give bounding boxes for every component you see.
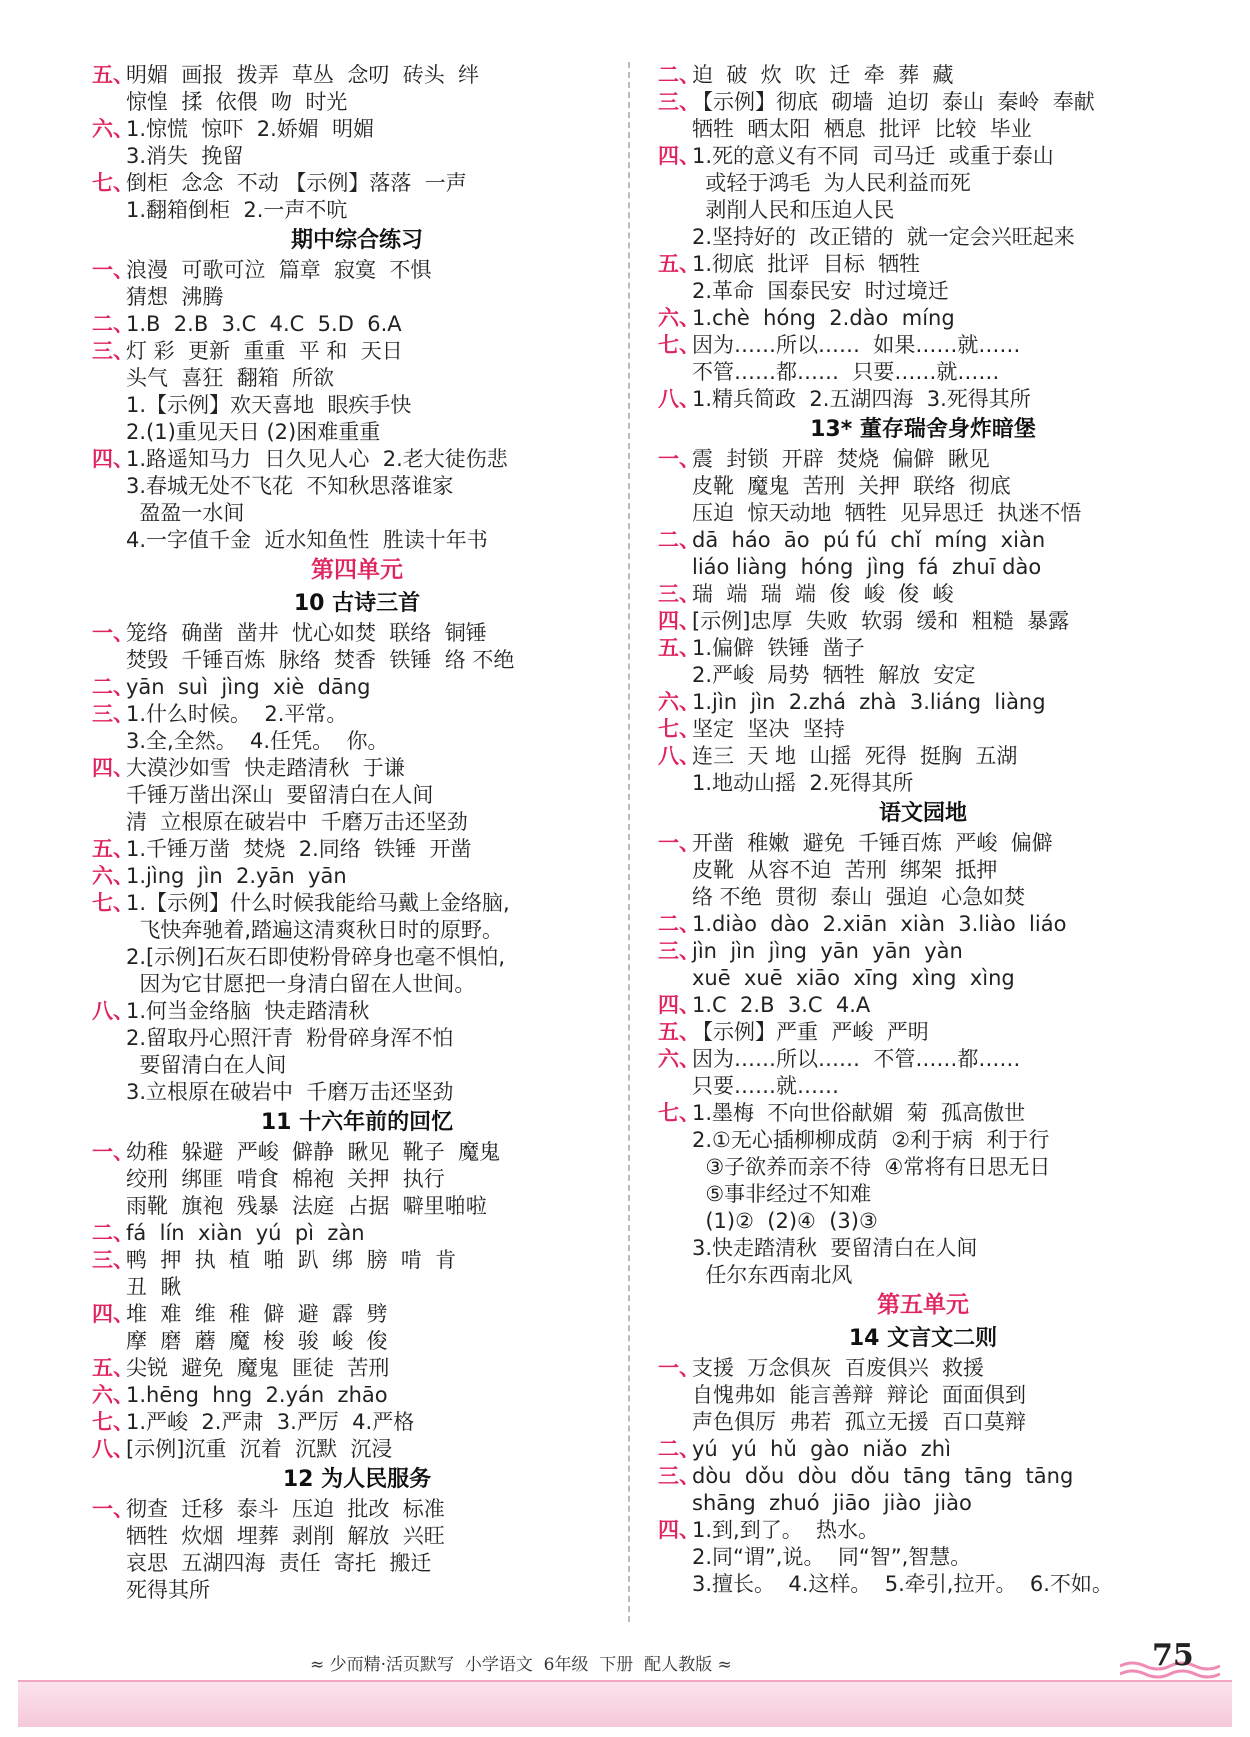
question-number: 四、 (92, 1302, 134, 1326)
answer-line (92, 1220, 622, 1247)
answer-line (92, 365, 622, 392)
answer-text: 千锤万凿出深山 要留清白在人间 (126, 783, 434, 807)
answer-line (658, 1409, 1188, 1436)
question-number: 二、 (658, 528, 700, 552)
answer-text: 4.一字值千金 近水知鱼性 胜读十年书 (126, 528, 488, 552)
question-number: 一、 (658, 1356, 700, 1380)
answer-line (92, 446, 622, 473)
answer-line (658, 143, 1188, 170)
answer-line (658, 446, 1188, 473)
answer-line (92, 647, 622, 674)
question-number: 二、 (92, 675, 134, 699)
answer-text: 1.千锤万凿 焚烧 2.同络 铁锤 开凿 (126, 837, 472, 861)
question-number: 三、 (658, 582, 700, 606)
answer-text: [示例]沉重 沉着 沉默 沉浸 (126, 1437, 393, 1461)
answer-line (658, 830, 1188, 857)
question-number: 六、 (658, 690, 700, 714)
question-number: 五、 (658, 636, 700, 660)
answer-line (92, 1079, 622, 1106)
answer-line (92, 1139, 622, 1166)
answer-text: 2.[示例]石灰石即使粉骨碎身也毫不惧怕, (126, 945, 506, 969)
answer-text: shāng zhuó jiāo jiào jiào (692, 1491, 972, 1515)
answer-text: 惊惶 揉 依偎 吻 时光 (126, 90, 348, 114)
answer-line (92, 419, 622, 446)
answer-text: 哀思 五湖四海 责任 寄托 搬迁 (126, 1551, 432, 1575)
answer-line (658, 1046, 1188, 1073)
answer-line (92, 701, 622, 728)
question-number: 七、 (92, 1410, 134, 1434)
section-heading: 11 十六年前的回忆 (260, 1110, 454, 1135)
answer-text: 倒柜 念念 不动 【示例】落落 一声 (126, 171, 467, 195)
answer-line (92, 782, 622, 809)
answer-text: 1.何当金络脑 快走踏清秋 (126, 999, 370, 1023)
answer-line (92, 836, 622, 863)
question-number: 六、 (658, 306, 700, 330)
answer-text: 大漠沙如雪 快走踏清秋 于谦 (126, 756, 405, 780)
answer-text: jìn jìn jìng yān yān yàn (692, 939, 963, 963)
answer-line (92, 1301, 622, 1328)
answer-line (92, 116, 622, 143)
answer-line (658, 278, 1188, 305)
answer-text: 1.路遥知马力 日久见人心 2.老大徒伤悲 (126, 447, 508, 471)
answer-text: 1.严峻 2.严肃 3.严厉 4.严格 (126, 1410, 415, 1434)
answer-text: 开凿 稚嫩 避免 千锤百炼 严峻 偏僻 (692, 831, 1053, 855)
answer-text: 2.同“谓”,说。 同“智”,智慧。 (692, 1545, 972, 1569)
question-number: 四、 (658, 993, 700, 1017)
section-heading: 13* 董存瑞舍身炸暗堡 (810, 417, 1036, 442)
answer-line (92, 62, 622, 89)
answer-text: 1.jìn jìn 2.zhá zhà 3.liáng liàng (692, 690, 1046, 714)
question-number: 八、 (92, 1437, 134, 1461)
question-number: 三、 (92, 339, 134, 363)
answer-text: 【示例】严重 严峻 严明 (692, 1020, 929, 1044)
answer-text: 笼络 确凿 凿井 忧心如焚 联络 铜锤 (126, 621, 487, 645)
answer-text: 堆 难 维 稚 僻 避 霹 劈 (126, 1302, 388, 1326)
question-number: 三、 (658, 90, 700, 114)
answer-line (92, 998, 622, 1025)
answer-text: yú yú hǔ gào niǎo zhì (692, 1437, 951, 1461)
answer-line (92, 1052, 622, 1079)
answer-text: 3.擅长。 4.这样。 5.牵引,拉开。 6.不如。 (692, 1572, 1113, 1596)
answer-line (658, 1181, 1188, 1208)
answer-text: 盈盈一水间 (126, 501, 245, 525)
answer-line (92, 917, 622, 944)
answer-text: 3.消失 挽留 (126, 144, 244, 168)
answer-text: 明媚 画报 拨弄 草丛 念叨 砖头 绊 (126, 63, 480, 87)
answer-line (92, 1166, 622, 1193)
answer-text: 焚毁 千锤百炼 脉络 焚香 铁锤 络 不绝 (126, 648, 515, 672)
footer-book-info: ≈ 少而精·活页默写 小学语文 6年级 下册 配人教版 ≈ (310, 1655, 732, 1675)
answer-text: 幼稚 躲避 严峻 僻静 瞅见 靴子 魔鬼 (126, 1140, 501, 1164)
question-number: 五、 (658, 1020, 700, 1044)
answer-text: 1.【示例】什么时候我能给马戴上金络脑, (126, 891, 510, 915)
answer-line (658, 1544, 1188, 1571)
answer-line (658, 1154, 1188, 1181)
bottom-pink-band (18, 1680, 1232, 1727)
answer-line (92, 1355, 622, 1382)
answer-line (658, 500, 1188, 527)
question-number: 四、 (658, 144, 700, 168)
answer-text: 压迫 惊天动地 牺牲 见异思迁 执迷不悟 (692, 501, 1082, 525)
answer-line (658, 1073, 1188, 1100)
answer-text: 因为……所以…… 不管……都…… (692, 1047, 1021, 1071)
question-number: 一、 (658, 447, 700, 471)
answer-line (658, 608, 1188, 635)
answer-line (658, 1208, 1188, 1235)
answer-text: 绞刑 绑匪 啃食 棉袍 关押 执行 (126, 1167, 445, 1191)
answer-text: 任尔东西南北风 (692, 1263, 853, 1287)
answer-text: 瑞 端 瑞 端 俊 峻 俊 峻 (692, 582, 954, 606)
answer-text: yān suì jìng xiè dāng (126, 675, 371, 699)
answer-text: 2.(1)重见天日 (2)困难重重 (126, 420, 381, 444)
answer-text: 清 立根原在破岩中 千磨万击还坚劲 (126, 810, 468, 834)
answer-text: 1.到,到了。 热水。 (692, 1518, 880, 1542)
answer-line (658, 1463, 1188, 1490)
question-number: 二、 (658, 63, 700, 87)
question-number: 六、 (92, 117, 134, 141)
page-number: 75 (1152, 1638, 1194, 1673)
answer-line (658, 1571, 1188, 1598)
answer-text: 摩 磨 蘑 魔 梭 骏 峻 俊 (126, 1329, 388, 1353)
answer-line (658, 1019, 1188, 1046)
answer-text: 1.C 2.B 3.C 4.A (692, 993, 871, 1017)
section-heading: 语文园地 (878, 801, 967, 826)
answer-line (658, 1355, 1188, 1382)
answer-text: 1.地动山摇 2.死得其所 (692, 771, 914, 795)
answer-text: liáo liàng hóng jìng fá zhuī dào (692, 555, 1042, 579)
answer-line (658, 1382, 1188, 1409)
answer-line (658, 662, 1188, 689)
answer-line (92, 170, 622, 197)
answer-text: 1.chè hóng 2.dào míng (692, 306, 955, 330)
answer-text: 飞快奔驰着,踏遍这清爽秋日时的原野。 (126, 918, 504, 942)
answer-line (92, 197, 622, 224)
answer-text: 丑 瞅 (126, 1275, 182, 1299)
answer-text: 彻查 迁移 泰斗 压迫 批改 标准 (126, 1497, 445, 1521)
question-number: 六、 (92, 864, 134, 888)
answer-line (92, 1193, 622, 1220)
answer-text: fá lín xiàn yú pì zàn (126, 1221, 365, 1245)
question-number: 七、 (92, 891, 134, 915)
answer-text: 1.精兵简政 2.五湖四海 3.死得其所 (692, 387, 1031, 411)
answer-text: 要留清白在人间 (126, 1053, 287, 1077)
answer-text: dā háo āo pú fú chǐ míng xiàn (692, 528, 1046, 552)
question-number: 二、 (92, 1221, 134, 1245)
question-number: 三、 (92, 702, 134, 726)
answer-text: dòu dǒu dòu dǒu tāng tāng tāng (692, 1464, 1074, 1488)
answer-line (658, 581, 1188, 608)
right-column (658, 62, 1188, 1598)
answer-line (658, 527, 1188, 554)
answer-line (658, 743, 1188, 770)
answer-line (658, 473, 1188, 500)
answer-line (658, 116, 1188, 143)
answer-line (92, 338, 622, 365)
question-number: 六、 (658, 1047, 700, 1071)
answer-line (92, 1436, 622, 1463)
answer-line (658, 359, 1188, 386)
section-heading: 期中综合练习 (290, 228, 423, 253)
answer-line (92, 1523, 622, 1550)
answer-line (658, 332, 1188, 359)
answer-text: 声色俱厉 弗若 孤立无援 百口莫辩 (692, 1410, 1027, 1434)
answer-line (92, 500, 622, 527)
answer-text: 因为……所以…… 如果……就…… (692, 333, 1021, 357)
question-number: 八、 (658, 387, 700, 411)
answer-text: 1.惊慌 惊吓 2.娇媚 明媚 (126, 117, 375, 141)
question-number: 六、 (92, 1383, 134, 1407)
question-number: 三、 (658, 939, 700, 963)
question-number: 二、 (658, 1437, 700, 1461)
answer-line (658, 224, 1188, 251)
answer-text: 1.【示例】欢天喜地 眼疾手快 (126, 393, 412, 417)
question-number: 三、 (658, 1464, 700, 1488)
answer-line (92, 1274, 622, 1301)
answer-line (92, 890, 622, 917)
answer-text: 2.①无心插柳柳成荫 ②利于病 利于行 (692, 1128, 1050, 1152)
answer-text: 雨靴 旗袍 残暴 法庭 占据 噼里啪啦 (126, 1194, 487, 1218)
answer-text: [示例]忠厚 失败 软弱 缓和 粗糙 暴露 (692, 609, 1070, 633)
answer-line (658, 197, 1188, 224)
answer-line (658, 1436, 1188, 1463)
question-number: 三、 (92, 1248, 134, 1272)
answer-line (92, 1577, 622, 1604)
answer-text: 自愧弗如 能言善辩 辩论 面面俱到 (692, 1383, 1027, 1407)
answer-line (92, 89, 622, 116)
unit-heading: 第四单元 (311, 557, 403, 583)
answer-line (92, 527, 622, 554)
answer-text: 牺牲 晒太阳 栖息 批评 比较 毕业 (692, 117, 1032, 141)
answer-text: 或轻于鸿毛 为人民利益而死 (692, 171, 971, 195)
answer-line (92, 755, 622, 782)
question-number: 一、 (92, 1140, 134, 1164)
answer-line (658, 386, 1188, 413)
answer-line (658, 170, 1188, 197)
answer-line (92, 620, 622, 647)
answer-line (658, 689, 1188, 716)
question-number: 七、 (92, 171, 134, 195)
question-number: 五、 (92, 63, 134, 87)
answer-text: 牺牲 炊烟 埋葬 剥削 解放 兴旺 (126, 1524, 445, 1548)
answer-line (658, 911, 1188, 938)
answer-text: (1)② (2)④ (3)③ (692, 1209, 878, 1233)
answer-line (92, 1496, 622, 1523)
answer-line (658, 89, 1188, 116)
question-number: 一、 (92, 621, 134, 645)
answer-text: ③子欲养而亲不待 ④常将有日思无日 (692, 1155, 1051, 1179)
answer-line (92, 1409, 622, 1436)
answer-line (658, 1127, 1188, 1154)
question-number: 五、 (658, 252, 700, 276)
question-number: 七、 (658, 717, 700, 741)
answer-text: 不管……都…… 只要……就…… (692, 360, 1000, 384)
question-number: 五、 (92, 1356, 134, 1380)
answer-text: 2.坚持好的 改正错的 就一定会兴旺起来 (692, 225, 1075, 249)
answer-text: 剥削人民和压迫人民 (692, 198, 895, 222)
answer-line (658, 251, 1188, 278)
question-number: 四、 (92, 756, 134, 780)
answer-text: 1.翻箱倒柜 2.一声不吭 (126, 198, 348, 222)
answer-line (92, 311, 622, 338)
answer-line (92, 1550, 622, 1577)
answer-line (92, 971, 622, 998)
answer-line (658, 1517, 1188, 1544)
answer-text: 2.革命 国泰民安 时过境迁 (692, 279, 949, 303)
section-heading: 10 古诗三首 (293, 591, 421, 616)
answer-text: 皮靴 魔鬼 苦刑 关押 联络 彻底 (692, 474, 1011, 498)
answer-text: 头气 喜狂 翻箱 所欲 (126, 366, 335, 390)
answer-line (92, 284, 622, 311)
answer-line (658, 305, 1188, 332)
left-column (92, 62, 622, 1604)
answer-line (658, 884, 1188, 911)
answer-line (658, 992, 1188, 1019)
answer-line (658, 1235, 1188, 1262)
question-number: 七、 (658, 333, 700, 357)
answer-text: 猜想 沸腾 (126, 285, 224, 309)
question-number: 八、 (658, 744, 700, 768)
answer-line (658, 1490, 1188, 1517)
answer-text: 死得其所 (126, 1578, 210, 1602)
question-number: 一、 (658, 831, 700, 855)
answer-text: 1.B 2.B 3.C 4.C 5.D 6.A (126, 312, 402, 336)
section-heading: 12 为人民服务 (282, 1467, 432, 1492)
answer-text: 3.快走踏清秋 要留清白在人间 (692, 1236, 978, 1260)
answer-text: 络 不绝 贯彻 泰山 强迫 心急如焚 (692, 885, 1026, 909)
answer-line (658, 965, 1188, 992)
answer-text: 3.春城无处不飞花 不知秋思落谁家 (126, 474, 454, 498)
answer-text: 灯 彩 更新 重重 平 和 天日 (126, 339, 403, 363)
answer-line (658, 1100, 1188, 1127)
answer-text: 3.立根原在破岩中 千磨万击还坚劲 (126, 1080, 454, 1104)
answer-line (658, 635, 1188, 662)
question-number: 七、 (658, 1101, 700, 1125)
answer-text: 皮靴 从容不迫 苦刑 绑架 抵押 (692, 858, 998, 882)
answer-line (658, 1262, 1188, 1289)
answer-line (92, 1247, 622, 1274)
answer-line (92, 674, 622, 701)
answer-line (658, 770, 1188, 797)
answer-text: 1.彻底 批评 目标 牺牲 (692, 252, 921, 276)
answer-text: 2.留取丹心照汗青 粉骨碎身浑不怕 (126, 1026, 454, 1050)
answer-line (92, 257, 622, 284)
question-number: 四、 (658, 1518, 700, 1542)
answer-text: 1.墨梅 不向世俗献媚 菊 孤高傲世 (692, 1101, 1026, 1125)
answer-text: 2.严峻 局势 牺牲 解放 安定 (692, 663, 976, 687)
unit-heading: 第五单元 (877, 1292, 969, 1318)
answer-text: 1.hēng hng 2.yán zhāo (126, 1383, 388, 1407)
answer-text: ⑤事非经过不知难 (692, 1182, 872, 1206)
answer-line (92, 392, 622, 419)
answer-text: 坚定 坚决 坚持 (692, 717, 845, 741)
answer-text: 1.偏僻 铁锤 凿子 (692, 636, 865, 660)
answer-text: 只要……就…… (692, 1074, 839, 1098)
answer-line (92, 944, 622, 971)
answer-line (658, 857, 1188, 884)
question-number: 二、 (92, 312, 134, 336)
question-number: 四、 (92, 447, 134, 471)
answer-text: xuē xuē xiāo xīng xìng xìng (692, 966, 1015, 990)
answer-text: 迫 破 炊 吹 迁 牵 葬 藏 (692, 63, 954, 87)
section-heading: 14 文言文二则 (848, 1326, 998, 1351)
column-divider (628, 62, 630, 1622)
answer-line (92, 863, 622, 890)
answer-text: 连三 天 地 山摇 死得 挺胸 五湖 (692, 744, 1018, 768)
answer-line (658, 62, 1188, 89)
answer-text: 因为它甘愿把一身清白留在人世间。 (126, 972, 476, 996)
answer-text: 支援 万念俱灰 百废俱兴 救援 (692, 1356, 985, 1380)
answer-line (658, 938, 1188, 965)
question-number: 一、 (92, 258, 134, 282)
answer-text: 1.jìng jìn 2.yān yān (126, 864, 347, 888)
question-number: 四、 (658, 609, 700, 633)
question-number: 八、 (92, 999, 134, 1023)
answer-line (658, 716, 1188, 743)
question-number: 五、 (92, 837, 134, 861)
answer-text: 尖锐 避免 魔鬼 匪徒 苦刑 (126, 1356, 390, 1380)
answer-line (92, 1382, 622, 1409)
answer-line (92, 1025, 622, 1052)
question-number: 二、 (658, 912, 700, 936)
answer-text: 3.全,全然。 4.任凭。 你。 (126, 729, 389, 753)
answer-line (92, 809, 622, 836)
answer-line (658, 554, 1188, 581)
answer-line (92, 1328, 622, 1355)
answer-line (92, 473, 622, 500)
answer-text: 震 封锁 开辟 焚烧 偏僻 瞅见 (692, 447, 990, 471)
answer-text: 1.什么时候。 2.平常。 (126, 702, 348, 726)
answer-line (92, 728, 622, 755)
answer-text: 【示例】彻底 砌墙 迫切 泰山 秦岭 奉献 (692, 90, 1095, 114)
answer-text: 鸭 押 执 植 啪 趴 绑 膀 啃 肯 (126, 1248, 457, 1272)
question-number: 一、 (92, 1497, 134, 1521)
answer-text: 1.死的意义有不同 司马迁 或重于泰山 (692, 144, 1054, 168)
answer-text: 浪漫 可歌可泣 篇章 寂寞 不惧 (126, 258, 432, 282)
answer-text: 1.diào dào 2.xiān xiàn 3.liào liáo (692, 912, 1067, 936)
answer-line (92, 143, 622, 170)
